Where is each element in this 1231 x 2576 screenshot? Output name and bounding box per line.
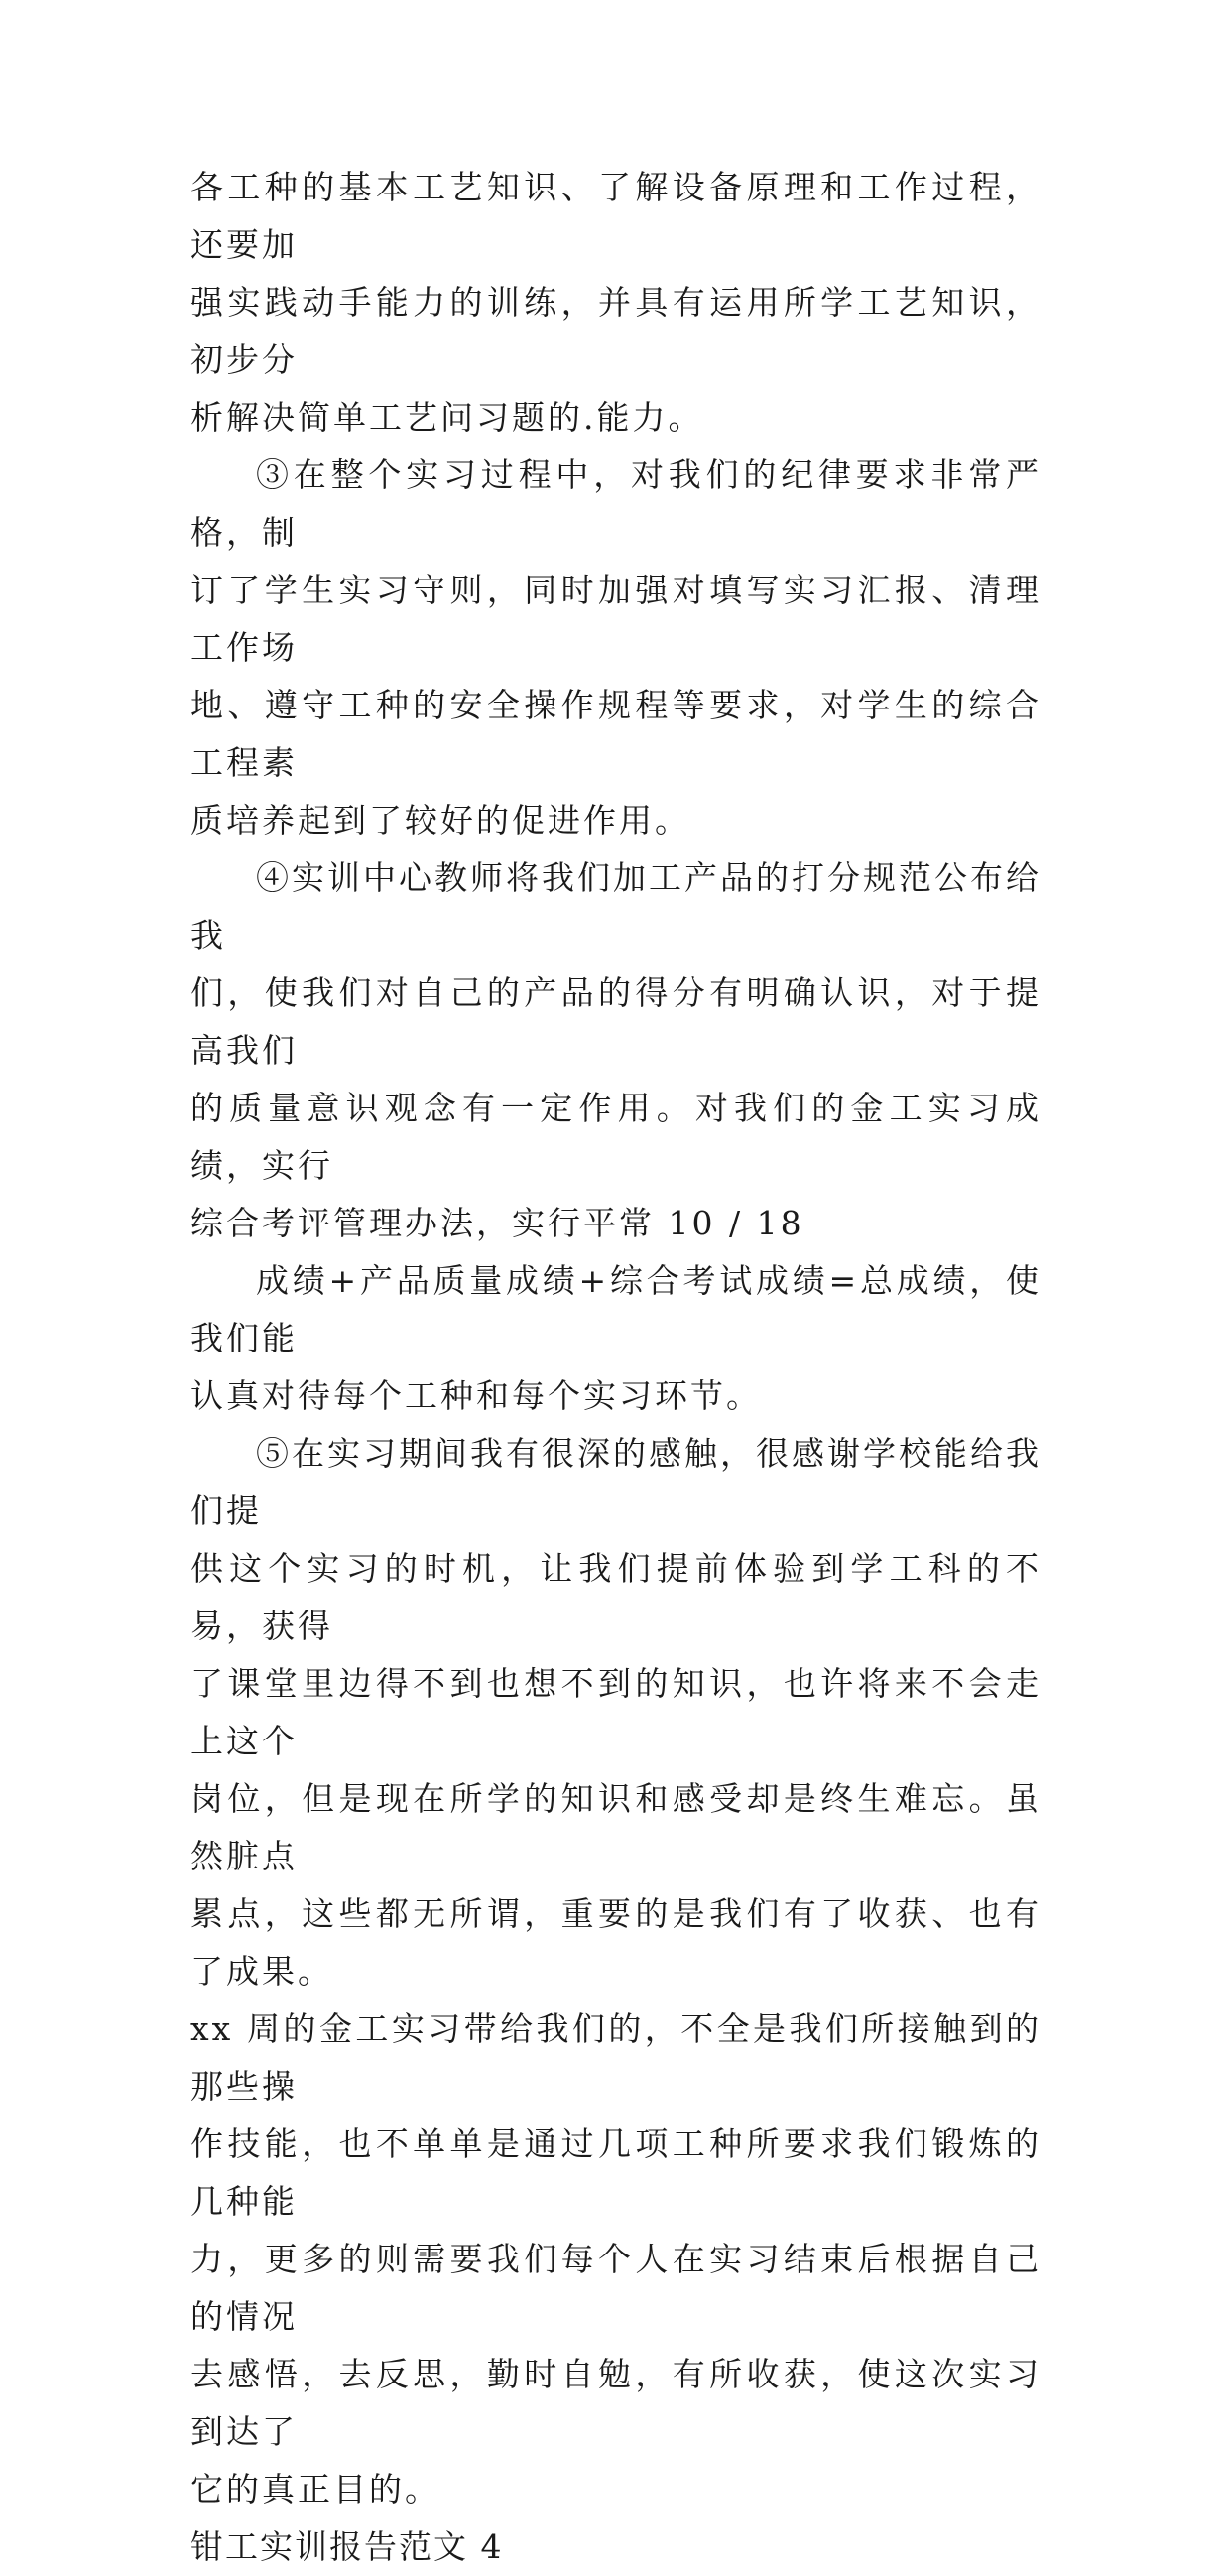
text-line-with-page-number: 综合考评管理办法，实行平常 10 / 18 bbox=[190, 1204, 804, 1242]
text-line: 强实践动手能力的训练，并具有运用所学工艺知识，初步分 bbox=[190, 283, 1042, 379]
text-line: ⑤在实习期间我有很深的感触，很感谢学校能给我们提 bbox=[190, 1434, 1042, 1530]
text-line: 了课堂里边得不到也想不到的知识，也许将来不会走上这个 bbox=[190, 1664, 1042, 1760]
text-line: 地、遵守工种的安全操作规程等要求，对学生的综合工程素 bbox=[190, 686, 1042, 782]
text-line: 析解决简单工艺问习题的.能力。 bbox=[190, 398, 704, 437]
paragraph-5 bbox=[190, 1425, 1042, 2518]
text-line: 质培养起到了较好的促进作用。 bbox=[190, 801, 690, 839]
text-line: 各工种的基本工艺知识、了解设备原理和工作过程，还要加 bbox=[190, 168, 1042, 264]
document-body bbox=[190, 159, 1042, 2576]
paragraph-2 bbox=[190, 447, 1042, 849]
text-line: 岗位，但是现在所学的知识和感受却是终生难忘。虽然脏点 bbox=[190, 1779, 1042, 1875]
text-line: xx 周的金工实习带给我们的，不全是我们所接触到的那些操 bbox=[190, 2009, 1042, 2106]
text-line: 去感悟，去反思，勤时自勉，有所收获，使这次实习到达了 bbox=[190, 2355, 1042, 2451]
text-line: 成绩+产品质量成绩+综合考试成绩=总成绩，使我们能 bbox=[190, 1261, 1042, 1357]
text-line: 供这个实习的时机，让我们提前体验到学工科的不易，获得 bbox=[190, 1549, 1042, 1645]
text-line: 力，更多的则需要我们每个人在实习结束后根据自己的情况 bbox=[190, 2240, 1042, 2336]
text-line: ④实训中心教师将我们加工产品的打分规范公布给我 bbox=[190, 858, 1042, 955]
text-line: 认真对待每个工种和每个实习环节。 bbox=[190, 1376, 762, 1415]
text-line: ③在整个实习过程中，对我们的纪律要求非常严格，制 bbox=[190, 455, 1042, 552]
text-line: 订了学生实习守则，同时加强对填写实习汇报、清理工作场 bbox=[190, 571, 1042, 667]
paragraph-1 bbox=[190, 159, 1042, 447]
text-line: 它的真正目的。 bbox=[190, 2470, 440, 2509]
text-line: 累点，这些都无所谓，重要的是我们有了收获、也有了成果。 bbox=[190, 1894, 1042, 1991]
section-heading: 钳工实训报告范文 4 bbox=[190, 2527, 504, 2566]
paragraph-3 bbox=[190, 849, 1042, 1252]
text-line: 们，使我们对自己的产品的得分有明确认识，对于提高我们 bbox=[190, 973, 1042, 1070]
text-line: 的质量意识观念有一定作用。对我们的金工实习成绩，实行 bbox=[190, 1089, 1042, 1185]
text-line: 作技能，也不单单是通过几项工种所要求我们锻炼的几种能 bbox=[190, 2125, 1042, 2221]
paragraph-4 bbox=[190, 1252, 1042, 1425]
